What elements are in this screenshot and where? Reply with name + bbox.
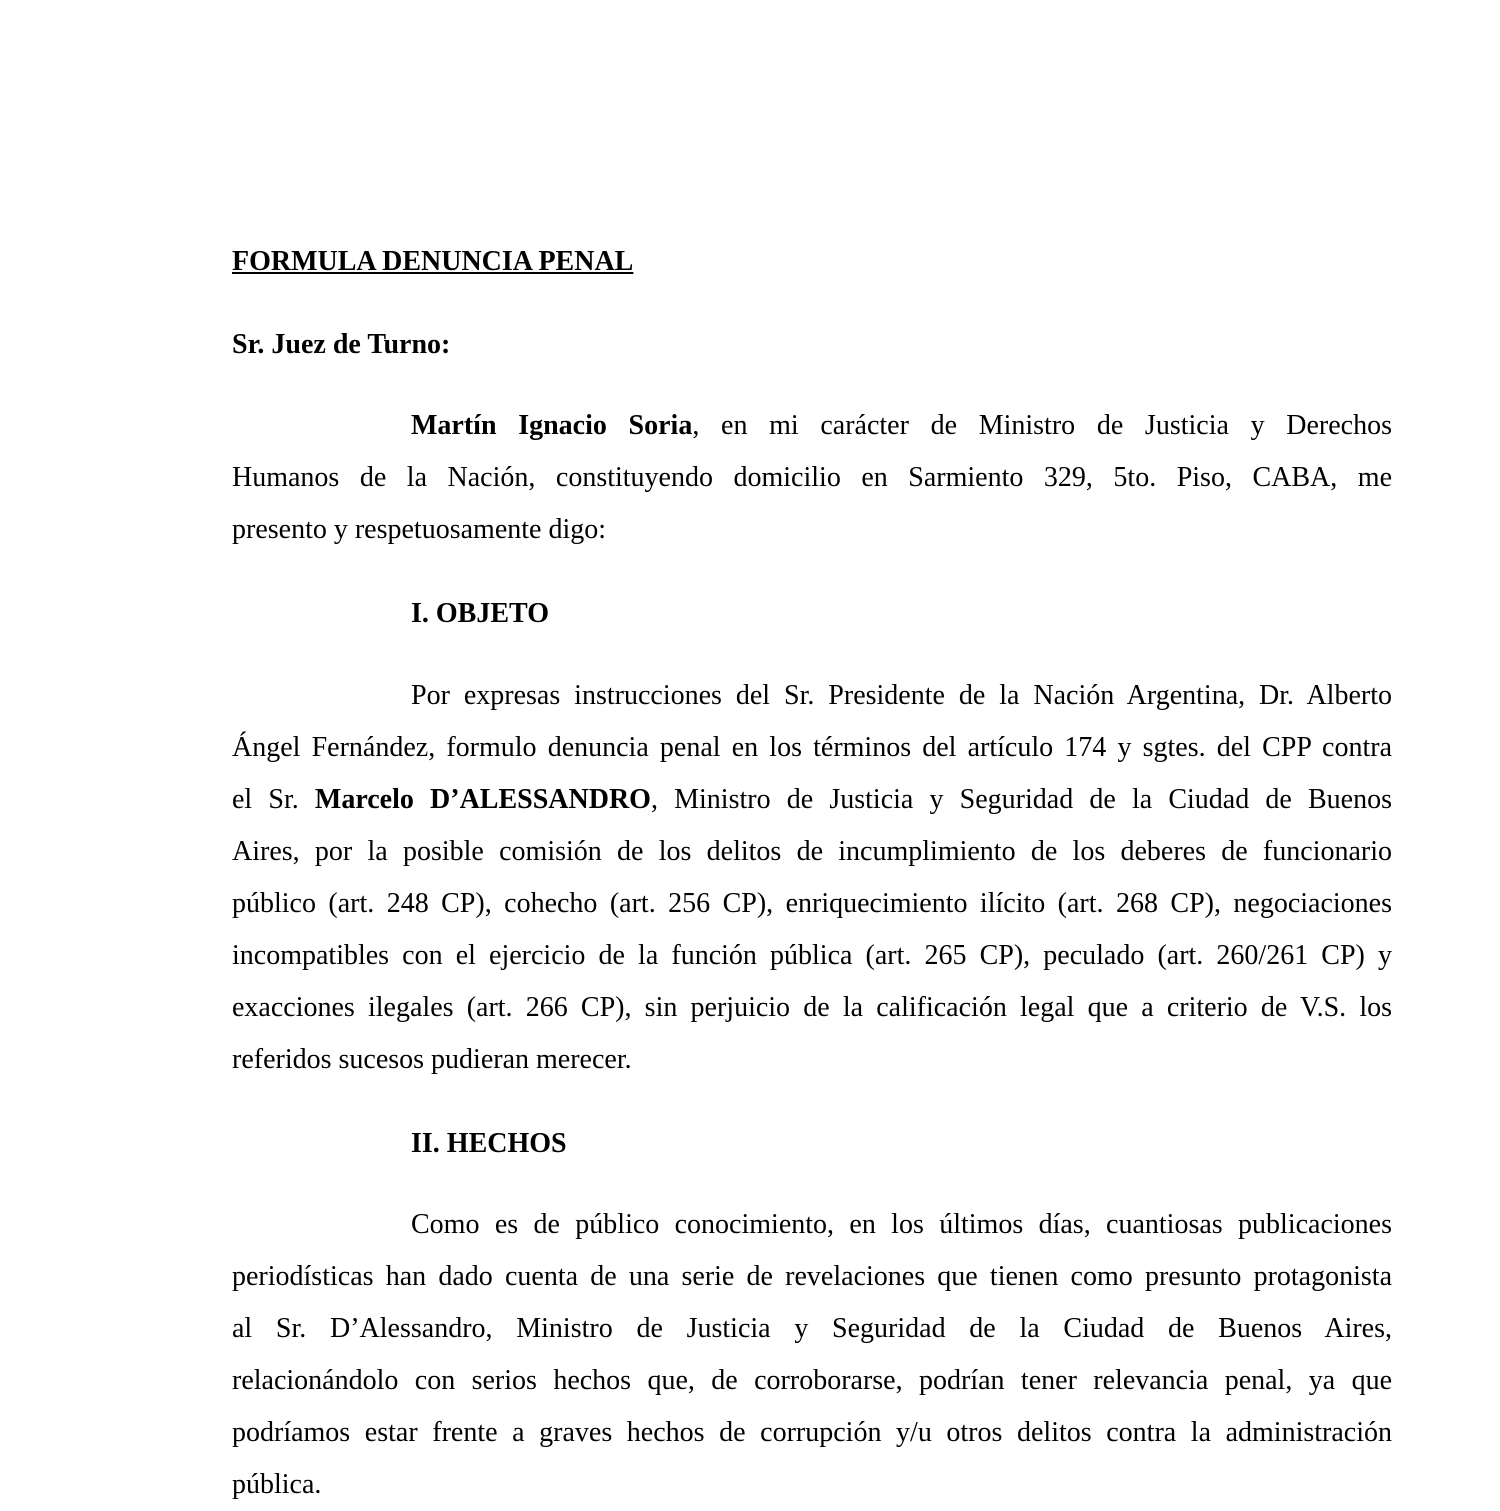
text-line [232,878,1392,930]
text-line [232,504,1392,556]
document-title: FORMULA DENUNCIA PENAL [232,246,634,277]
text-run: relacionándolo con serios hechos que, de corroborarse, podrían tener relevancia penal, ya que [232,1365,1392,1396]
text-run: presento y respetuosamente digo: [232,514,607,545]
text-line [232,982,1392,1034]
text-run: referidos sucesos pudieran merecer. [232,1044,632,1075]
text-run: Ángel Fernández, formulo denuncia penal en los términos del artículo 174 y sgtes. del CPP contra [232,732,1392,763]
text-line [232,930,1392,982]
bold-name: Martín Ignacio Soria [411,410,693,441]
text-run: periodísticas han dado cuenta de una serie de revelaciones que tienen como presunto protagonista [232,1261,1392,1292]
text-run: público (art. 248 CP), cohecho (art. 256 CP), enriquecimiento ilícito (art. 268 CP), negociaciones [232,888,1392,919]
text-line [232,670,1392,722]
section-heading-objeto: I. OBJETO [411,598,549,629]
text-line [232,400,1392,452]
text-line [232,1251,1392,1303]
text-run: pública. [232,1469,322,1500]
text-line [232,452,1392,504]
text-run: , en mi carácter de Ministro de Justicia y Derechos [692,410,1392,441]
text-line [232,1303,1392,1355]
text-line [232,722,1392,774]
text-run: podríamos estar frente a graves hechos de corrupción y/u otros delitos contra la administración [232,1417,1392,1448]
paragraph-intro [232,400,1392,556]
text-run: , Ministro de Justicia y Seguridad de la Ciudad de Buenos [650,784,1392,815]
text-line [232,1199,1392,1251]
text-line [232,826,1392,878]
text-run: el Sr. [232,784,315,815]
text-line [232,1407,1392,1459]
text-run: Humanos de la Nación, constituyendo domicilio en Sarmiento 329, 5to. Piso, CABA, me [232,462,1392,493]
text-run: Por expresas instrucciones del Sr. Presidente de la Nación Argentina, Dr. Alberto [411,680,1392,711]
text-line [232,774,1392,826]
bold-name: Marcelo D’ALESSANDRO [314,784,651,815]
text-run: Como es de público conocimiento, en los últimos días, cuantiosas publicaciones [411,1209,1392,1240]
paragraph-objeto [232,670,1392,1086]
text-run: exacciones ilegales (art. 266 CP), sin perjuicio de la calificación legal que a criterio de V.S. los [232,992,1392,1023]
text-run: incompatibles con el ejercicio de la función pública (art. 265 CP), peculado (art. 260/261 CP) y [232,940,1392,971]
salutation: Sr. Juez de Turno: [232,329,451,360]
text-line [232,1034,1392,1086]
text-run: Aires, por la posible comisión de los delitos de incumplimiento de los deberes de funcionario [232,836,1392,867]
text-line [232,1355,1392,1407]
paragraph-hechos [232,1199,1392,1511]
text-run: al Sr. D’Alessandro, Ministro de Justicia y Seguridad de la Ciudad de Buenos Aires, [232,1313,1392,1344]
text-line [232,1459,1392,1511]
section-heading-hechos: II. HECHOS [411,1128,567,1159]
